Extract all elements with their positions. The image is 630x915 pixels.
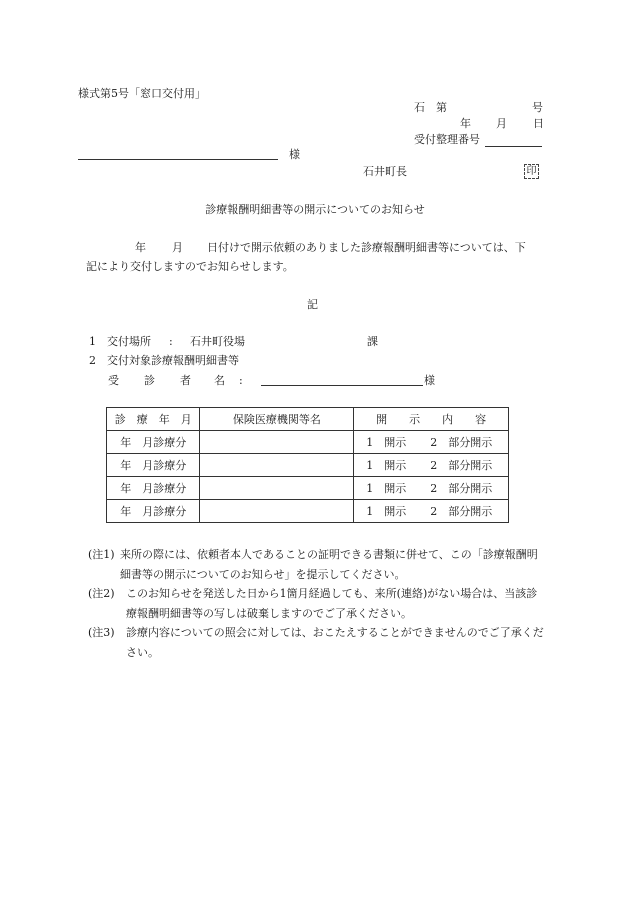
- patient-colon: :: [239, 374, 243, 387]
- treatment-month-cell: 年 月診療分: [107, 477, 200, 500]
- patient-label-char: 受: [108, 374, 119, 387]
- note-2: [88, 584, 548, 626]
- doc-number-mid: 第: [436, 101, 447, 114]
- item-2-number: 2: [89, 354, 96, 367]
- item-1-label: 交付場所: [107, 335, 151, 348]
- disclosure-option-partial[interactable]: 2 部分開示: [430, 482, 493, 495]
- note-text: このお知らせを発送した日から1箇月経過しても、来所(連絡)がない場合は、当該診療報酬明細書等の写しは破棄しますのでご了承ください。: [126, 587, 538, 620]
- institution-cell[interactable]: [200, 454, 354, 477]
- item-1-colon: :: [169, 335, 173, 348]
- table-row: [107, 477, 509, 500]
- treatment-month-cell: 年 月診療分: [107, 431, 200, 454]
- body-year: 年: [135, 241, 146, 254]
- treatment-month-cell: 年 月診療分: [107, 500, 200, 523]
- patient-name-field[interactable]: [261, 385, 423, 386]
- header-disclosure: 開 示 内 容: [354, 408, 509, 431]
- ki-label: 記: [307, 298, 318, 311]
- institution-cell[interactable]: [200, 500, 354, 523]
- table-row: [107, 454, 509, 477]
- header-treatment-month: 診 療 年 月: [107, 408, 200, 431]
- receipt-number-label: 受付整理番号: [414, 133, 480, 146]
- item-1-ka: 課: [367, 335, 378, 348]
- disclosure-cell: [354, 431, 509, 454]
- note-1: [88, 545, 548, 587]
- date-day: 日: [533, 117, 544, 130]
- institution-cell[interactable]: [200, 477, 354, 500]
- receipt-number-field[interactable]: [485, 146, 542, 147]
- note-label: (注3): [88, 626, 115, 639]
- issuer-name: 石井町長: [363, 165, 407, 178]
- disclosure-option-partial[interactable]: 2 部分開示: [430, 436, 493, 449]
- body-month: 月: [172, 241, 183, 254]
- disclosure-cell: [354, 454, 509, 477]
- note-text: 来所の際には、依頼者本人であることの証明できる書類に併せて、この「診療報酬明細書等の開示についてのお知らせ」を提示してください。: [120, 548, 538, 581]
- document-title: 診療報酬明細書等の開示についてのお知らせ: [205, 203, 425, 216]
- patient-label-char: 名: [214, 374, 225, 387]
- addressee-name-field[interactable]: [78, 159, 278, 160]
- disclosure-option-partial[interactable]: 2 部分開示: [430, 505, 493, 518]
- item-1-office: 石井町役場: [190, 335, 245, 348]
- item-2-label: 交付対象診療報酬明細書等: [107, 354, 239, 367]
- disclosure-option-full[interactable]: 1 開示: [366, 459, 407, 472]
- doc-number-prefix: 石: [414, 101, 425, 114]
- disclosure-option-full[interactable]: 1 開示: [366, 436, 407, 449]
- disclosure-option-partial[interactable]: 2 部分開示: [430, 459, 493, 472]
- table-row: [107, 431, 509, 454]
- note-label: (注1): [88, 548, 115, 561]
- patient-label-char: 診: [144, 374, 155, 387]
- table-header-row: [107, 408, 509, 431]
- date-month: 月: [496, 117, 507, 130]
- note-3: [88, 623, 548, 665]
- note-label: (注2): [88, 587, 115, 600]
- disclosure-cell: [354, 477, 509, 500]
- treatment-month-cell: 年 月診療分: [107, 454, 200, 477]
- note-text: 診療内容についての照会に対しては、おこたえすることができませんのでご了承ください。: [126, 626, 544, 659]
- addressee-suffix: 様: [289, 148, 300, 161]
- institution-cell[interactable]: [200, 431, 354, 454]
- medical-statement-table: [106, 407, 509, 523]
- patient-suffix: 様: [424, 374, 435, 387]
- seal-mark: 印: [524, 164, 539, 179]
- date-year: 年: [460, 117, 471, 130]
- disclosure-option-full[interactable]: 1 開示: [366, 482, 407, 495]
- form-label: 様式第5号「窓口交付用」: [78, 87, 206, 100]
- body-line2: 記により交付しますのでお知らせします。: [86, 260, 294, 273]
- item-1-number: 1: [89, 335, 96, 348]
- body-line1: 日付けで開示依頼のありました診療報酬明細書等については、下: [207, 241, 526, 254]
- doc-number-suffix: 号: [532, 101, 543, 114]
- disclosure-cell: [354, 500, 509, 523]
- header-institution: 保険医療機関等名: [200, 408, 354, 431]
- disclosure-option-full[interactable]: 1 開示: [366, 505, 407, 518]
- patient-label-char: 者: [180, 374, 191, 387]
- table-row: [107, 500, 509, 523]
